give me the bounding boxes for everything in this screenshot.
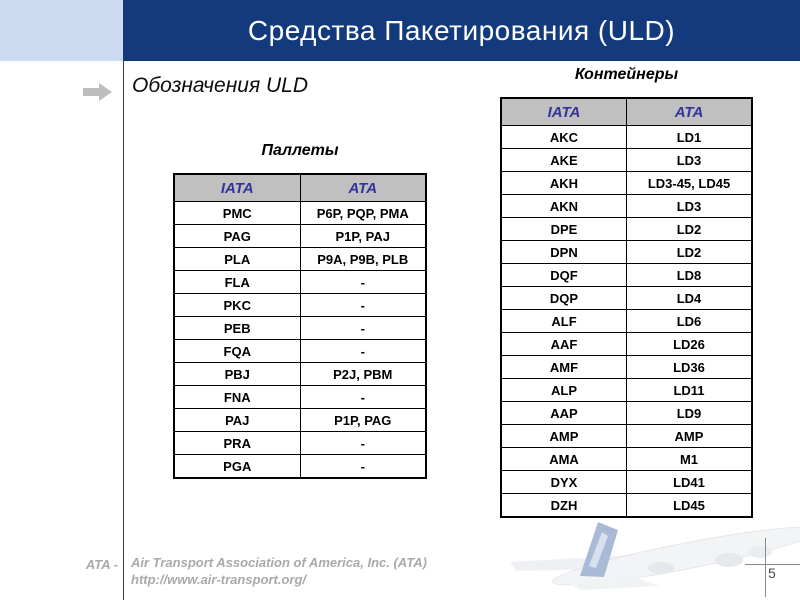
ata-code-cell: P9A, P9B, PLB [300,248,426,271]
arrow-right-icon [83,82,113,102]
iata-code-cell: AMF [501,356,627,379]
ata-code-cell: - [300,271,426,294]
ata-code-cell: LD26 [627,333,753,356]
containers-table-title: Контейнеры [574,66,679,83]
ata-code-cell: P1P, PAJ [300,225,426,248]
title-bar [123,0,800,61]
footer-organization: Air Transport Association of America, Inc. (ATA) [131,555,427,570]
iata-code-cell: PGA [174,455,300,479]
footer-url: http://www.air-transport.org/ [131,572,307,587]
iata-code-cell: FLA [174,271,300,294]
iata-code-cell: AMP [501,425,627,448]
column-header-iata: IATA [174,174,300,202]
table-row [501,379,752,402]
table-row [174,340,426,363]
table-row [501,310,752,333]
ata-code-cell: LD45 [627,494,753,518]
table-row [501,287,752,310]
iata-code-cell: DYX [501,471,627,494]
vertical-divider [123,61,124,600]
ata-code-cell: LD36 [627,356,753,379]
table-row [501,195,752,218]
pallets-table-title: Паллеты [261,142,339,159]
ata-code-cell: LD2 [627,218,753,241]
table-row [174,248,426,271]
column-header-ata: ATA [300,174,426,202]
pallets-table [173,173,427,479]
table-row [501,494,752,518]
airplane-image [510,516,800,600]
ata-code-cell: LD41 [627,471,753,494]
ata-code-cell: P1P, PAG [300,409,426,432]
iata-code-cell: PKC [174,294,300,317]
table-row [174,455,426,479]
iata-code-cell: PMC [174,202,300,225]
footer-credit [131,554,491,588]
ata-code-cell: - [300,340,426,363]
ata-code-cell: LD9 [627,402,753,425]
iata-code-cell: FQA [174,340,300,363]
table-row [174,225,426,248]
ata-code-cell: - [300,317,426,340]
iata-code-cell: AKN [501,195,627,218]
iata-code-cell: AKE [501,149,627,172]
iata-code-cell: AKH [501,172,627,195]
table-header-row [174,174,426,202]
ata-code-cell: - [300,432,426,455]
iata-code-cell: DQF [501,264,627,287]
ata-code-cell: - [300,386,426,409]
ata-code-cell: LD8 [627,264,753,287]
iata-code-cell: ALP [501,379,627,402]
iata-code-cell: PEB [174,317,300,340]
iata-code-cell: PAG [174,225,300,248]
table-row [501,172,752,195]
ata-code-cell: LD6 [627,310,753,333]
ata-code-cell: P2J, PBM [300,363,426,386]
iata-code-cell: DPN [501,241,627,264]
table-row [501,126,752,149]
page-title: Средства Пакетирования (ULD) [247,14,676,46]
table-row [174,202,426,225]
ata-code-cell: P6P, PQP, PMA [300,202,426,225]
ata-code-cell: - [300,294,426,317]
ata-code-cell: LD4 [627,287,753,310]
table-row [501,241,752,264]
table-row [174,363,426,386]
iata-code-cell: DZH [501,494,627,518]
column-header-ata: ATA [627,98,753,126]
iata-code-cell: PLA [174,248,300,271]
table-row [501,425,752,448]
iata-code-cell: AAP [501,402,627,425]
table-row [174,294,426,317]
table-row [501,448,752,471]
table-row [174,271,426,294]
table-row [501,471,752,494]
ata-code-cell: M1 [627,448,753,471]
footer-ata-label: ATA - [85,557,118,572]
table-row [174,432,426,455]
iata-code-cell: ALF [501,310,627,333]
ata-code-cell: LD3 [627,195,753,218]
ata-code-cell: LD3-45, LD45 [627,172,753,195]
table-row [501,264,752,287]
table-row [501,218,752,241]
corner-accent-block [0,0,123,61]
iata-code-cell: PAJ [174,409,300,432]
ata-code-cell: LD3 [627,149,753,172]
ata-code-cell: LD1 [627,126,753,149]
ata-code-cell: AMP [627,425,753,448]
table-row [174,386,426,409]
table-header-row [501,98,752,126]
page-number-rule-vertical [765,538,766,597]
table-row [174,317,426,340]
iata-code-cell: PBJ [174,363,300,386]
iata-code-cell: PRA [174,432,300,455]
ata-code-cell: - [300,455,426,479]
table-row [501,333,752,356]
table-row [501,149,752,172]
containers-table [500,97,753,518]
table-row [501,356,752,379]
iata-code-cell: AAF [501,333,627,356]
table-row [174,409,426,432]
table-row [501,402,752,425]
iata-code-cell: FNA [174,386,300,409]
iata-code-cell: AMA [501,448,627,471]
iata-code-cell: DQP [501,287,627,310]
section-heading: Обозначения ULD [132,74,309,97]
iata-code-cell: AKC [501,126,627,149]
ata-code-cell: LD2 [627,241,753,264]
column-header-iata: IATA [501,98,627,126]
ata-code-cell: LD11 [627,379,753,402]
iata-code-cell: DPE [501,218,627,241]
page-number: 5 [768,565,776,581]
